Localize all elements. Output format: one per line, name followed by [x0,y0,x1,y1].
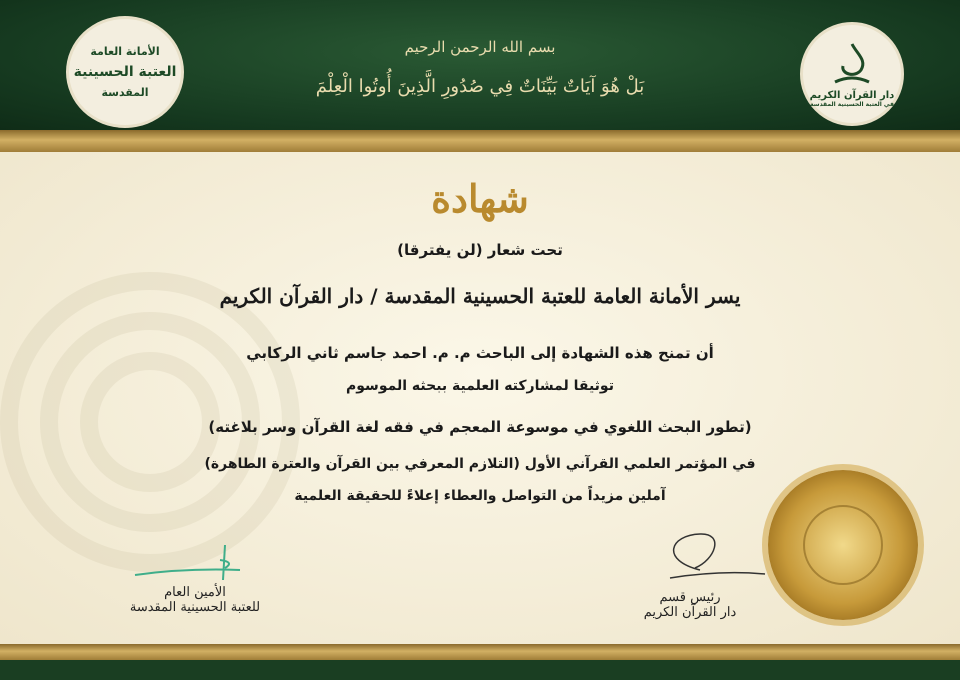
research-title: (تطور البحث اللغوي في موسوعة المعجم في فقه لغة القرآن وسر بلاغته) [208,418,752,436]
basmala: بسم الله الرحمن الرحيم [404,38,556,56]
left-signature-title: الأمين العام [164,585,226,600]
quran-verse: بَلْ هُوَ آيَاتٌ بَيِّنَاتٌ فِي صُدُورِ الَّذِينَ أُوتُوا الْعِلْمَ [315,76,645,97]
issuer-line: يسر الأمانة العامة للعتبة الحسينية المقدسة / دار القرآن الكريم [219,284,741,308]
husseini-shrine-logo [66,16,184,128]
logo-name: دار القرآن الكريم [809,90,895,101]
gold-band-top [0,130,960,152]
documentation-line: توثيقا لمشاركته العلمية ببحثه الموسوم [346,378,614,394]
slogan: تحت شعار (لن يفترقا) [397,241,563,259]
dar-alquran-logo [800,22,904,126]
left-signature [120,585,270,615]
gold-band-bottom [0,644,960,660]
conference-line: في المؤتمر العلمي القرآني الأول (التلازم المعرفي بين القرآن والعترة الطاهرة) [204,456,756,472]
certificate-title: شهادة [431,176,529,221]
gold-seal [768,470,918,620]
logo-bottom-text: المقدسة [101,86,149,99]
footer-band [0,660,960,680]
right-signature-title: رئيس قسم [659,590,721,605]
right-signature-org: دار القرآن الكريم [643,605,737,620]
book-swirl-icon [827,40,877,90]
left-signature-mark [125,540,255,590]
right-signature [620,590,760,620]
logo-center-text: العتبة الحسينية [73,64,177,80]
logo-subtitle: في العتبة الحسينية المقدسة [810,101,894,108]
logo-top-text: الأمانة العامة [90,45,160,58]
right-signature-mark [640,530,770,590]
left-signature-org: للعتبة الحسينية المقدسة [129,600,261,615]
closing-line: آملين مزيداً من التواصل والعطاء إعلاءً للحقيقة العلمية [294,488,666,504]
grant-line: أن تمنح هذه الشهادة إلى الباحث م. م. احمد جاسم ثاني الركابي [246,344,714,362]
